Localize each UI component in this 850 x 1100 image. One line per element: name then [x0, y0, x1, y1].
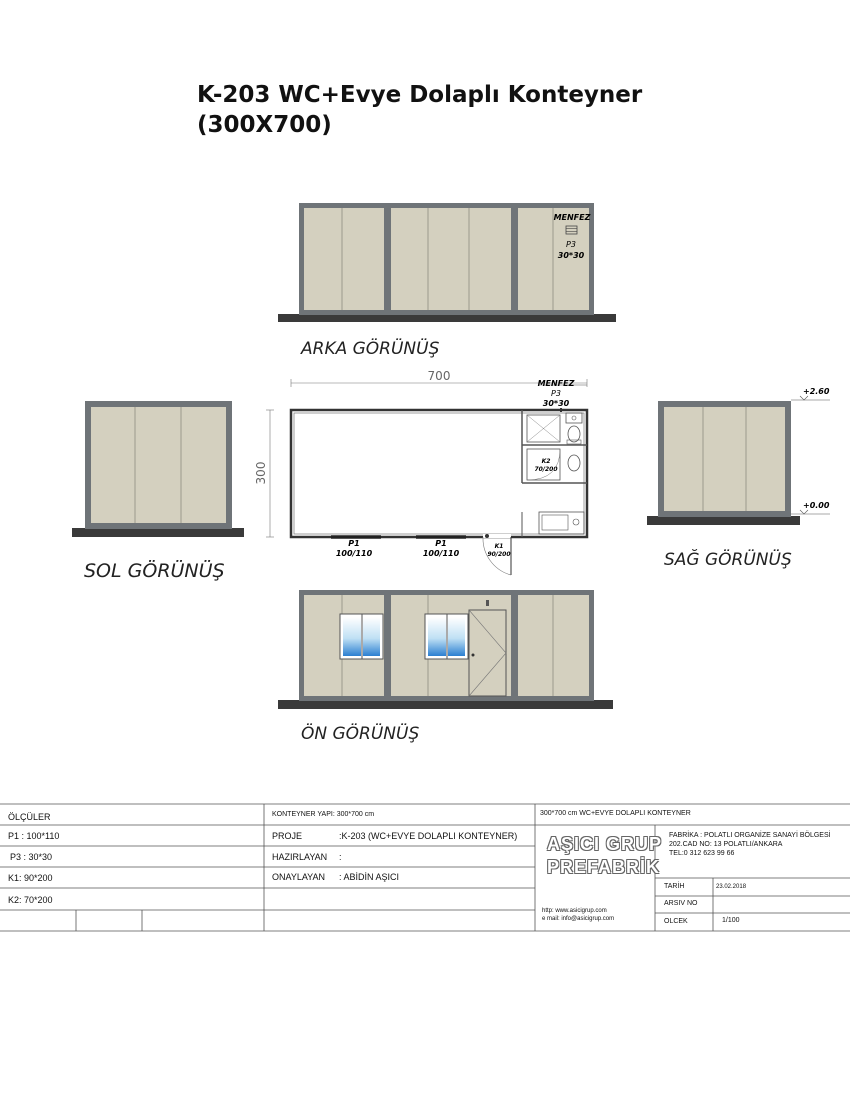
tb-olcek-label: OLCEK	[664, 918, 688, 925]
back-vent-size: 30*30	[557, 251, 585, 260]
front-view-base	[278, 700, 613, 709]
front-door	[469, 600, 506, 696]
level-top: +2.60	[803, 387, 830, 396]
front-view	[278, 590, 613, 709]
right-view-label: SAĞ GÖRÜNÜŞ	[664, 550, 792, 570]
tb-tarih-value: 23.02.2018	[716, 884, 747, 890]
tb-olculer: ÖLÇÜLER	[8, 812, 51, 822]
right-view	[647, 387, 830, 525]
tb-header-right: 300*700 cm WC+EVYE DOLAPLI KONTEYNER	[540, 810, 691, 817]
tb-proje-label: PROJE	[272, 831, 303, 841]
door1-code: K1	[494, 543, 504, 550]
plan-view	[254, 369, 587, 575]
tb-hazirlayan-label: HAZIRLAYAN	[272, 852, 328, 862]
back-view-label: ARKA GÖRÜNÜŞ	[301, 339, 440, 359]
tb-onaylayan-value: : ABİDİN AŞICI	[339, 872, 400, 882]
window1-code: P1	[348, 539, 360, 548]
front-view-label: ÖN GÖRÜNÜŞ	[301, 724, 420, 744]
tb-k1: K1: 90*200	[8, 873, 53, 883]
front-window-2	[425, 614, 468, 659]
plan-length-dim: 700	[427, 369, 451, 383]
left-view-label: SOL GÖRÜNÜŞ	[84, 560, 225, 582]
window2-size: 100/110	[422, 549, 460, 558]
door2-size: 70/200	[534, 466, 558, 473]
tb-fabrika1: FABRİKA : POLATLI ORGANİZE SANAYİ BÖLGESİ	[669, 832, 831, 839]
plan-width-dim: 300	[254, 461, 268, 485]
back-view-base	[278, 314, 616, 322]
company-logo-line2: PREFABRİK	[547, 857, 661, 877]
tb-arsiv-label: ARSIV NO	[664, 900, 698, 907]
tb-tel: TEL:0 312 623 99 66	[669, 850, 735, 857]
left-view	[72, 401, 244, 537]
tb-web: http: www.asicigrup.com	[542, 908, 607, 914]
left-view-base	[72, 528, 244, 537]
back-panel	[304, 208, 384, 310]
tb-tarih-label: TARİH	[664, 883, 685, 890]
back-panel	[391, 208, 511, 310]
tb-k2: K2: 70*200	[8, 895, 53, 905]
tb-hazirlayan-value: :	[339, 852, 342, 862]
tb-olcek-value: 1/100	[722, 917, 740, 924]
company-logo-line1: AŞICI GRUP	[547, 834, 663, 854]
level-bottom: +0.00	[803, 501, 830, 510]
tb-proje-value: :K-203 (WC+EVYE DOLAPLI KONTEYNER)	[339, 831, 518, 841]
tb-fabrika2: 202.CAD NO: 13 POLATLI/ANKARA	[669, 841, 783, 848]
tb-email: e mail: info@asicigrup.com	[542, 916, 615, 922]
right-view-base	[647, 516, 800, 525]
plan-vent-label: MENFEZ	[537, 379, 575, 388]
tb-p1: P1 : 100*110	[8, 831, 60, 841]
tb-konteyner-yapi: KONTEYNER YAPI: 300*700 cm	[272, 811, 375, 818]
window1-size: 100/110	[335, 549, 373, 558]
drawing-title-line1: K-203 WC+Evye Dolaplı Konteyner	[197, 82, 643, 108]
plan-vent-size: 30*30	[542, 399, 570, 408]
door2-code: K2	[541, 458, 551, 465]
back-view	[278, 203, 616, 322]
drawing-title-line2: (300X700)	[197, 112, 332, 138]
back-vent-label: MENFEZ	[553, 213, 591, 222]
back-vent-code: P3	[566, 240, 576, 249]
tb-onaylayan-label: ONAYLAYAN	[272, 872, 326, 882]
tb-p3: P3 : 30*30	[10, 852, 53, 862]
plan-vent-code: P3	[551, 389, 561, 398]
front-window-1	[340, 614, 383, 659]
door1-size: 90/200	[487, 551, 511, 558]
window2-code: P1	[435, 539, 447, 548]
